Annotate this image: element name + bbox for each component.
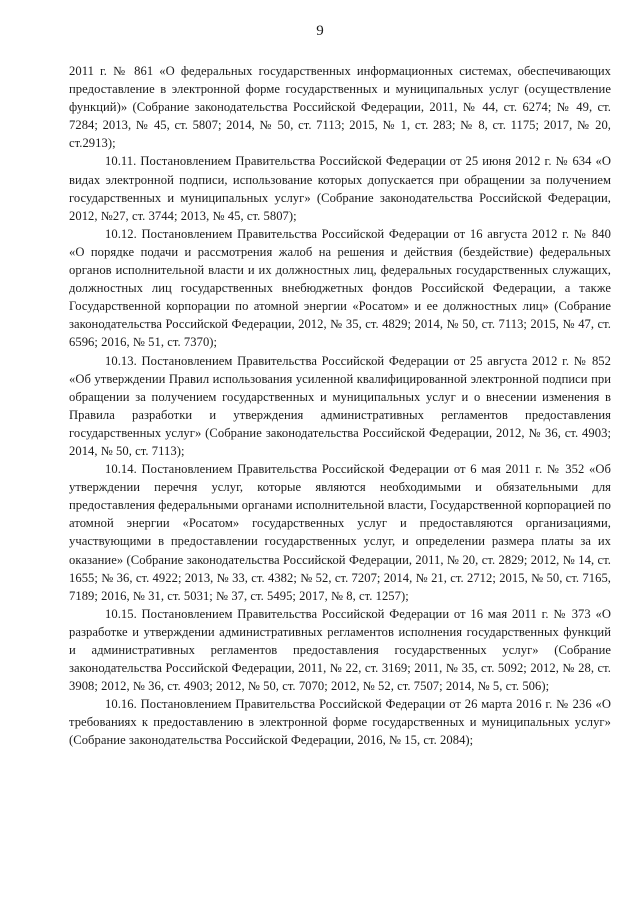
paragraph-10-14: 10.14. Постановлением Правительства Российской Федерации от 6 мая 2011 г. № 352 «Об утверждении перечня услуг, которые являются необходимыми и обязательными для предоставления федеральными органами исполнительной власти, Государственной корпорацией по атомной энергии «Росатом» государственных услуг и предоставляются организациями, участвующими в предоставлении государственных услуг, и определении размера платы за их оказание» (Собрание законодательства Российской Федерации, 2011, № 20, ст. 2829; 2012, № 14, ст. 1655; № 36, ст. 4922; 2013, № 33, ст. 4382; № 52, ст. 7207; 2014, № 21, ст. 2712; 2015, № 50, ст. 7165, 7189; 2016, № 31, ст. 5031; № 37, ст. 5495; 2017, № 8, ст. 1257); bbox=[69, 462, 611, 603]
paragraph-continuation-10-10: 2011 г. № 861 «О федеральных государственных информационных системах, обеспечивающих предоставление в электронной форме государственных и муниципальных услуг (осуществление функций)» (Собрание законодательства Российской Федерации, 2011, № 44, ст. 6274; № 49, ст. 7284; 2013, № 45, ст. 5807; 2014, № 50, ст. 7113; 2015, № 1, ст. 283; № 8, ст. 1175; 2017, № 20, ст.2913); bbox=[69, 64, 611, 151]
paragraph-10-13: 10.13. Постановлением Правительства Российской Федерации от 25 августа 2012 г. № 852 «Об утверждении Правил использования усиленной квалифицированной электронной подписи при обращении за получением государственных и муниципальных услуг и о внесении изменения в Правила разработки и утверждения административных регламентов предоставления государственных услуг» (Собрание законодательства Российской Федерации, 2012, № 36, ст. 4903; 2014, № 50, ст. 7113); bbox=[69, 353, 611, 458]
paragraph-10-12: 10.12. Постановлением Правительства Российской Федерации от 16 августа 2012 г. № 840 «О порядке подачи и рассмотрения жалоб на решения и действия (бездействие) федеральных органов исполнительной власти и их должностных лиц, федеральных государственных служащих, должностных лиц государственных внебюджетных фондов Российской Федерации, а также Государственной корпорации по атомной энергии «Росатом» и ее должностных лиц» (Собрание законодательства Российской Федерации, 2012, № 35, ст. 4829; 2014, № 50, ст. 7113; 2015, № 47, ст. 6596; 2016, № 51, ст. 7370); bbox=[69, 226, 611, 350]
page-number: 9 bbox=[316, 23, 324, 39]
paragraph-10-16: 10.16. Постановлением Правительства Российской Федерации от 26 марта 2016 г. № 236 «О требованиях к предоставлению в электронной форме государственных и муниципальных услуг» (Собрание законодательства Российской Федерации, 2016, № 15, ст. 2084); bbox=[69, 697, 611, 748]
paragraph-10-11: 10.11. Постановлением Правительства Российской Федерации от 25 июня 2012 г. № 634 «О видах электронной подписи, использование которых допускается при обращении за получением государственных и муниципальных услуг» (Собрание законодательства Российской Федерации, 2012, №27, ст. 3744; 2013, № 45, ст. 5807); bbox=[69, 154, 611, 223]
paragraph-10-15: 10.15. Постановлением Правительства Российской Федерации от 16 мая 2011 г. № 373 «О разработке и утверждении административных регламентов исполнения государственных функций и административных регламентов предоставления государственных услуг» (Собрание законодательства Российской Федерации, 2011, № 22, ст. 3169; 2011, № 35, ст. 5092; 2012, № 28, ст. 3908; 2012, № 36, ст. 4903; 2012, № 50, ст. 7070; 2012, № 52, ст. 7507; 2014, № 5, ст. 506); bbox=[69, 606, 611, 694]
document-body bbox=[69, 62, 611, 750]
